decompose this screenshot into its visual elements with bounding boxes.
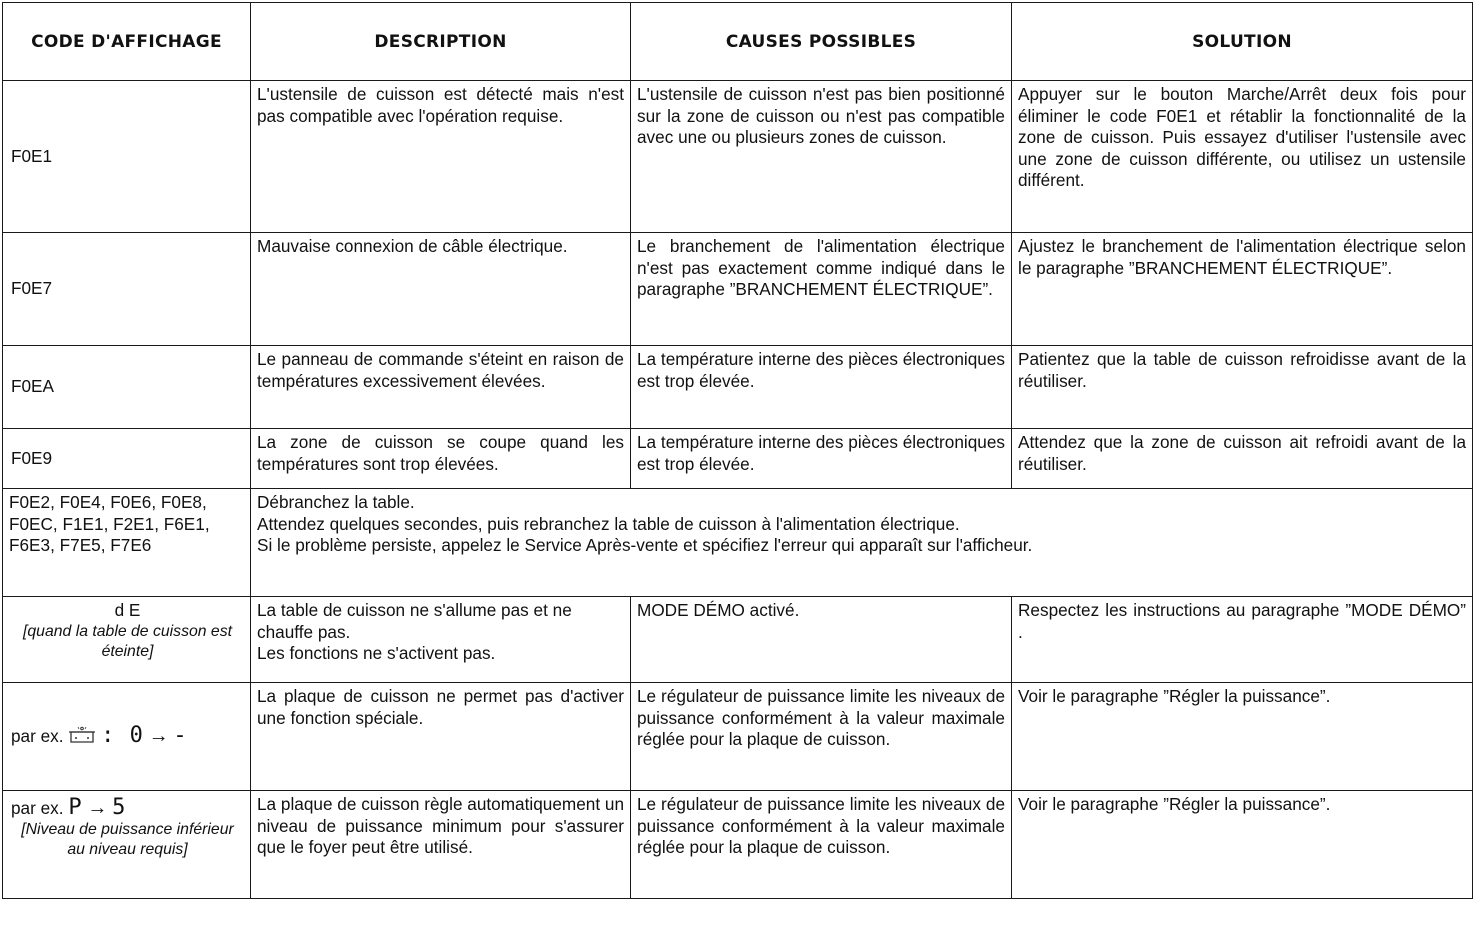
instruction-line: Débranchez la table.	[257, 492, 415, 512]
row-causes: Le branchement de l'alimentation électrique n'est pas exactement comme indiqué dans le paragraphe ”BRANCHEMENT ÉLECTRIQUE”.	[631, 233, 1012, 346]
row-description: La zone de cuisson se coupe quand les températures sont trop élevées.	[251, 429, 631, 489]
header-causes: CAUSES POSSIBLES	[631, 3, 1012, 81]
row-causes: Le régulateur de puissance limite les niveaux de puissance conformément à la valeur maximale réglée pour la plaque de cuisson.	[631, 791, 1012, 899]
table-row	[3, 233, 1473, 346]
code-result: -	[173, 723, 188, 749]
table-row	[3, 683, 1473, 791]
code-display: : 0	[101, 723, 144, 749]
arrow-right-icon: →	[148, 725, 169, 748]
row-description	[251, 597, 631, 683]
table-row	[3, 429, 1473, 489]
row-code: F0E1	[3, 81, 251, 233]
merged-instructions	[251, 489, 1473, 597]
row-solution: Ajustez le branchement de l'alimentation électrique selon le paragraphe ”BRANCHEMENT ÉLECTRIQUE”.	[1012, 233, 1473, 346]
row-solution: Patientez que la table de cuisson refroidisse avant de la réutiliser.	[1012, 346, 1473, 429]
row-solution: Attendez que la zone de cuisson ait refroidi avant de la réutiliser.	[1012, 429, 1473, 489]
table-row	[3, 489, 1473, 597]
header-solution: SOLUTION	[1012, 3, 1473, 81]
row-solution: Respectez les instructions au paragraphe ”MODE DÉMO” .	[1012, 597, 1473, 683]
row-description: Le panneau de commande s'éteint en raison de températures excessivement élevées.	[251, 346, 631, 429]
header-code: CODE D'AFFICHAGE	[3, 3, 251, 81]
row-causes: Le régulateur de puissance limite les niveaux de puissance conformément à la valeur maximale réglée pour la plaque de cuisson.	[631, 683, 1012, 791]
row-solution: Appuyer sur le bouton Marche/Arrêt deux fois pour éliminer le code F0E1 et rétablir la fonctionnalité de la zone de cuisson. Puis essayez d'utiliser l'ustensile avec une zone de cuisson différente, ou utilisez un ustensile différent.	[1012, 81, 1473, 233]
arrow-right-icon: →	[87, 797, 108, 819]
code-prefix: par ex.	[11, 798, 64, 818]
instruction-line: Si le problème persiste, appelez le Service Après-vente et spécifiez l'erreur qui apparaît sur l'afficheur.	[257, 535, 1033, 555]
description-line: Les fonctions ne s'activent pas.	[257, 643, 496, 663]
table-row	[3, 81, 1473, 233]
row-code: F0E2, F0E4, F0E6, F0E8, F0EC, F1E1, F2E1, F6E1, F6E3, F7E5, F7E6	[3, 489, 251, 597]
instruction-line: Attendez quelques secondes, puis rebranchez la table de cuisson à l'alimentation électrique.	[257, 513, 960, 534]
row-description: L'ustensile de cuisson est détecté mais n'est pas compatible avec l'opération requise.	[251, 81, 631, 233]
error-code-table	[2, 2, 1473, 899]
description-line: La table de cuisson ne s'allume pas et ne chauffe pas.	[257, 600, 572, 642]
row-causes: L'ustensile de cuisson n'est pas bien positionné sur la zone de cuisson ou n'est pas compatible avec une ou plusieurs zones de cuisson.	[631, 81, 1012, 233]
row-code	[3, 683, 251, 791]
row-description: Mauvaise connexion de câble électrique.	[251, 233, 631, 346]
row-causes: MODE DÉMO activé.	[631, 597, 1012, 683]
pot-icon	[68, 726, 96, 744]
row-description: La plaque de cuisson règle automatiquement un niveau de puissance minimum pour s'assurer que le foyer peut être utilisé.	[251, 791, 631, 899]
header-description: DESCRIPTION	[251, 3, 631, 81]
code-from: P	[68, 795, 83, 820]
table-row	[3, 346, 1473, 429]
row-code: F0E9	[3, 429, 251, 489]
row-solution: Voir le paragraphe ”Régler la puissance”.	[1012, 791, 1473, 899]
demo-code: d E	[114, 600, 141, 620]
row-code	[3, 791, 251, 899]
row-code: F0EA	[3, 346, 251, 429]
row-causes: La température interne des pièces électroniques est trop élevée.	[631, 346, 1012, 429]
row-causes: La température interne des pièces électroniques est trop élevée.	[631, 429, 1012, 489]
row-description: La plaque de cuisson ne permet pas d'activer une fonction spéciale.	[251, 683, 631, 791]
code-prefix: par ex.	[11, 726, 64, 747]
code-to: 5	[112, 795, 127, 820]
row-solution: Voir le paragraphe ”Régler la puissance”.	[1012, 683, 1473, 791]
row-code: F0E7	[3, 233, 251, 346]
power-code-note: [Niveau de puissance inférieur au niveau requis]	[21, 820, 234, 858]
table-row	[3, 597, 1473, 683]
row-code	[3, 597, 251, 683]
demo-code-note: [quand la table de cuisson est éteinte]	[22, 622, 233, 660]
table-row	[3, 791, 1473, 899]
